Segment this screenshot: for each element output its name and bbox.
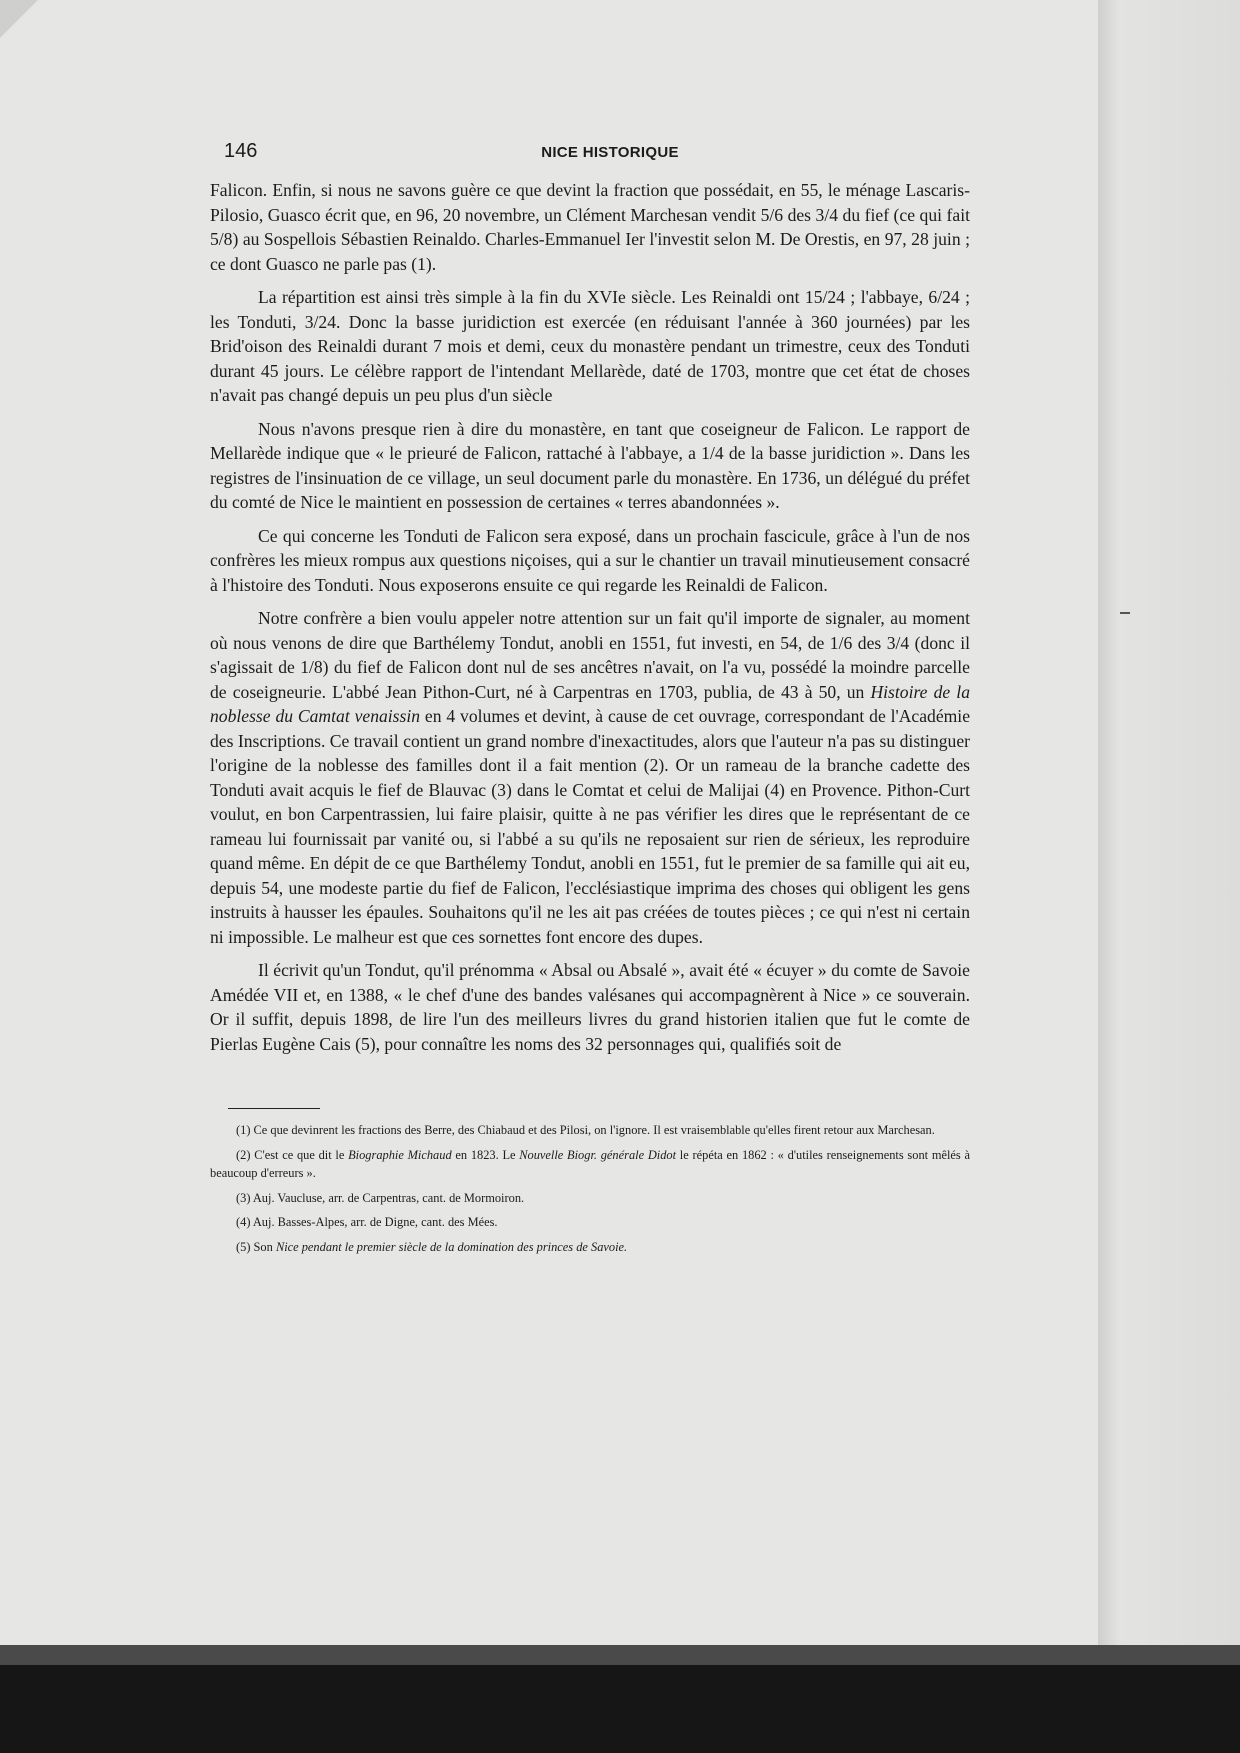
text-run: (5) Son (236, 1239, 276, 1254)
page-edge (1098, 0, 1240, 1645)
paragraph: Ce qui concerne les Tonduti de Falicon sera exposé, dans un prochain fascicule, grâce à l'un de nos confrères les mieux rompus aux questions niçoises, qui a sur le chantier un travail minutieusement consacré à l'histoire des Tonduti. Nous exposerons ensuite ce qui regarde les Reinaldi de Falicon. (210, 525, 970, 595)
body-text (210, 178, 970, 1056)
text-run: Notre confrère a bien voulu appeler notre attention sur un fait qu'il importe de signaler, au moment où nous venons de dire que Barthélemy Tondut, anobli en 1551, fut investi, en 54, de 1/6 des 3/4 (donc il s'agissait de 1/8) du fief de Falicon dont nul de ses ancêtres n'avait, on l'a vu, possédé la moindre parcelle de coseigneurie. L'abbé Jean Pithon-Curt, né à Carpentras en 1703, publia, de 43 à 50, un (210, 608, 970, 702)
journal-title: NICE HISTORIQUE (541, 144, 679, 161)
scan-background (0, 1645, 1240, 1665)
footnote: (3) Auj. Vaucluse, arr. de Carpentras, cant. de Mormoiron. (236, 1190, 525, 1205)
footnote: (1) Ce que devinrent les fractions des Berre, des Chiabaud et des Pilosi, on l'ignore. Il est vraisemblable qu'elles firent retour aux Marchesan. (236, 1123, 935, 1137)
margin-mark (1120, 612, 1130, 614)
page-content (210, 140, 970, 1262)
footnote: (4) Auj. Basses-Alpes, arr. de Digne, cant. des Mées. (236, 1215, 498, 1229)
paragraph (210, 606, 970, 949)
paragraph: Nous n'avons presque rien à dire du monastère, en tant que coseigneur de Falicon. Le rapport de Mellarède indique que « le prieuré de Falicon, rattaché à l'abbaye, a 1/4 de la basse juridiction ». Dans les registres de l'insinuation de ce village, un seul document parle du monastère. En 1736, un délégué du préfet du comté de Nice le maintient en possession de certaines « terres abandonnées ». (210, 418, 970, 512)
text-run: le répéta en 1862 : « d'utiles renseignements sont mêlés à beaucoup d'erreurs ». (210, 1147, 970, 1180)
footnote-rule (228, 1108, 320, 1109)
book-title: Nice pendant le premier siècle de la domination des princes de Savoie. (275, 1239, 628, 1254)
running-head (210, 140, 970, 178)
text-run: en 1823. Le (451, 1147, 520, 1162)
footnote (210, 1238, 970, 1257)
page-number: 146 (224, 140, 258, 162)
text-run: en 4 volumes et devint, à cause de cet ouvrage, correspondant de l'Académie des Inscriptions. Ce travail contient un grand nombre d'inexactitudes, alors que l'auteur n'a pas su distinguer l'origine de la noblesse des familles dont il a fait mention (2). Or un rameau de la branche cadette des Tonduti avait acquis le fief de Blauvac (3) dans le Comtat et celui de Malijai (4) en Provence. Pithon-Curt voulut, en bon Carpentrassien, lui faire plaisir, quitte à ne pas vérifier les dires que le représentant de ce rameau lui fournissait par vanité ou, si l'abbé a su qu'ils ne reposaient sur rien de sérieux, les reproduire quand même. En dépit de ce que Barthélemy Tondut, anobli en 1551, fut le premier de sa famille qui ait eu, depuis 54, une modeste partie du fief de Falicon, l'ecclésiastique imprima des choses qui obligent les gens instruits à hausser les épaules. Souhaitons qu'il ne les ait pas créées de toutes pièces ; ce qui n'est ni certain ni impossible. Le malheur est que ces sornettes font encore des dupes. (210, 706, 971, 947)
footnote (210, 1146, 970, 1183)
paragraph: Il écrivit qu'un Tondut, qu'il prénomma « Absal ou Absalé », avait été « écuyer » du comte de Savoie Amédée VII et, en 1388, « le chef d'une des bandes valésanes qui accompagnèrent à Nice » ce souverain. Or il suffit, depuis 1898, de lire l'un des meilleurs livres du grand historien italien que fut le comte de Pierlas Eugène Cais (5), pour connaître les noms des 32 personnages qui, qualifiés soit de (210, 960, 970, 1054)
corner-fold (0, 0, 38, 38)
paragraph: La répartition est ainsi très simple à la fin du XVIe siècle. Les Reinaldi ont 15/24 ; l'abbaye, 6/24 ; les Tonduti, 3/24. Donc la basse juridiction est exercée (en réduisant l'année à 360 journées) par les Brid'oison des Reinaldi durant 7 mois et demi, ceux du monastère pendant un trimestre, ceux des Tonduti durant 45 jours. Le célèbre rapport de l'intendant Mellarède, daté de 1703, montre que cet état de choses n'avait pas changé depuis un peu plus d'un siècle (210, 287, 970, 405)
book-title: Histoire de la noblesse du Camtat venaissin (210, 681, 970, 726)
paragraph: Falicon. Enfin, si nous ne savons guère ce que devint la fraction que possédait, en 55, le ménage Lascaris-Pilosio, Guasco écrit que, en 96, 20 novembre, un Clément Marchesan vendit 5/6 des 3/4 du fief (ce qui fait 5/8) au Sospellois Sébastien Reinaldo. Charles-Emmanuel Ier l'investit selon M. De Orestis, en 97, 28 juin ; ce dont Guasco ne parle pas (1). (210, 180, 970, 274)
book-title: Nouvelle Biogr. générale Didot (519, 1147, 677, 1162)
book-title: Biographie Michaud (348, 1147, 452, 1162)
text-run: (2) C'est ce que dit le (236, 1147, 349, 1162)
footnotes (210, 1121, 970, 1256)
